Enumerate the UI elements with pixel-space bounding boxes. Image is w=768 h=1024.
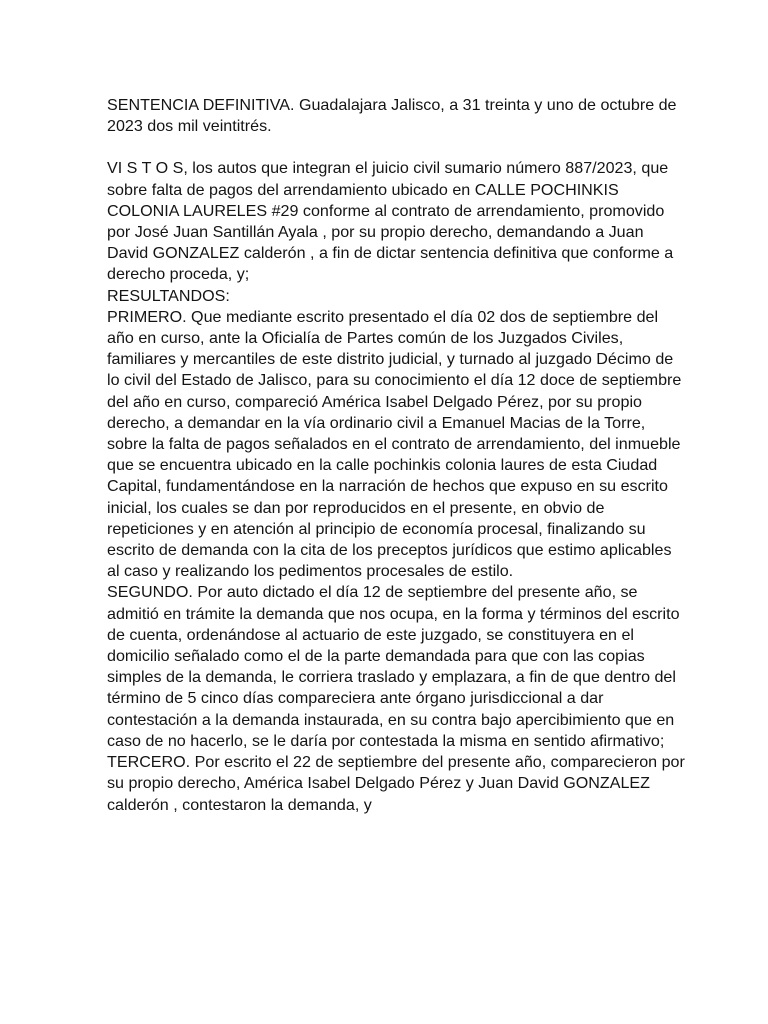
document-page	[107, 95, 687, 816]
resultandos-heading: RESULTANDOS:	[107, 286, 230, 305]
vistos-paragraph: VI S T O S, los autos que integran el juicio civil sumario número 887/2023, que sobre falta de pagos del arrendamiento ubicado en CALLE POCHINKIS COLONIA LAURELES #29 conforme al contrato de arrendamiento, promovido por José Juan Santillán Ayala , por su propio derecho, demandando a Juan David GONZALEZ calderón , a fin de dictar sentencia definitiva que conforme a derecho proceda, y;	[107, 159, 674, 284]
tercero-paragraph: TERCERO. Por escrito el 22 de septiembre del presente año, comparecieron por su propio derecho, América Isabel Delgado Pérez y Juan David GONZALEZ calderón , contestaron la demanda, y	[107, 753, 685, 814]
paragraph-gap	[107, 137, 687, 158]
primero-paragraph: PRIMERO. Que mediante escrito presentado el día 02 dos de septiembre del año en curso, ante la Oficialía de Partes común de los Juzgados Civiles, familiares y mercantiles de este distrito judicial, y turnado al juzgado Décimo de lo civil del Estado de Jalisco, para su conocimiento el día 12 doce de septiembre del año en curso, compareció América Isabel Delgado Pérez, por su propio derecho, a demandar en la vía ordinario civil a Emanuel Macias de la Torre, sobre la falta de pagos señalados en el contrato de arrendamiento, del inmueble que se encuentra ubicado en la calle pochinkis colonia laures de esta Ciudad Capital, fundamentándose en la narración de hechos que expuso en su escrito inicial, los cuales se dan por reproducidos en el presente, en obvio de repeticiones y en atención al principio de economía procesal, finalizando su escrito de demanda con la cita de los preceptos jurídicos que estimo aplicables al caso y realizando los pedimentos procesales de estilo.	[107, 307, 682, 581]
segundo-paragraph: SEGUNDO. Por auto dictado el día 12 de septiembre del presente año, se admitió en trámite la demanda que nos ocupa, en la forma y términos del escrito de cuenta, ordenándose al actuario de este juzgado, se constituyera en el domicilio señalado como el de la parte demandada para que con las copias simples de la demanda, le corriera traslado y emplazara, a fin de que dentro del término de 5 cinco días compareciera ante órgano jurisdiccional a dar contestación a la demanda instaurada, en su contra bajo apercibimiento que en caso de no hacerlo, se le daría por contestada la misma en sentido afirmativo;	[107, 583, 680, 750]
sentence-header: SENTENCIA DEFINITIVA. Guadalajara Jalisco, a 31 treinta y uno de octubre de 2023 dos mil veintitrés.	[107, 96, 677, 136]
